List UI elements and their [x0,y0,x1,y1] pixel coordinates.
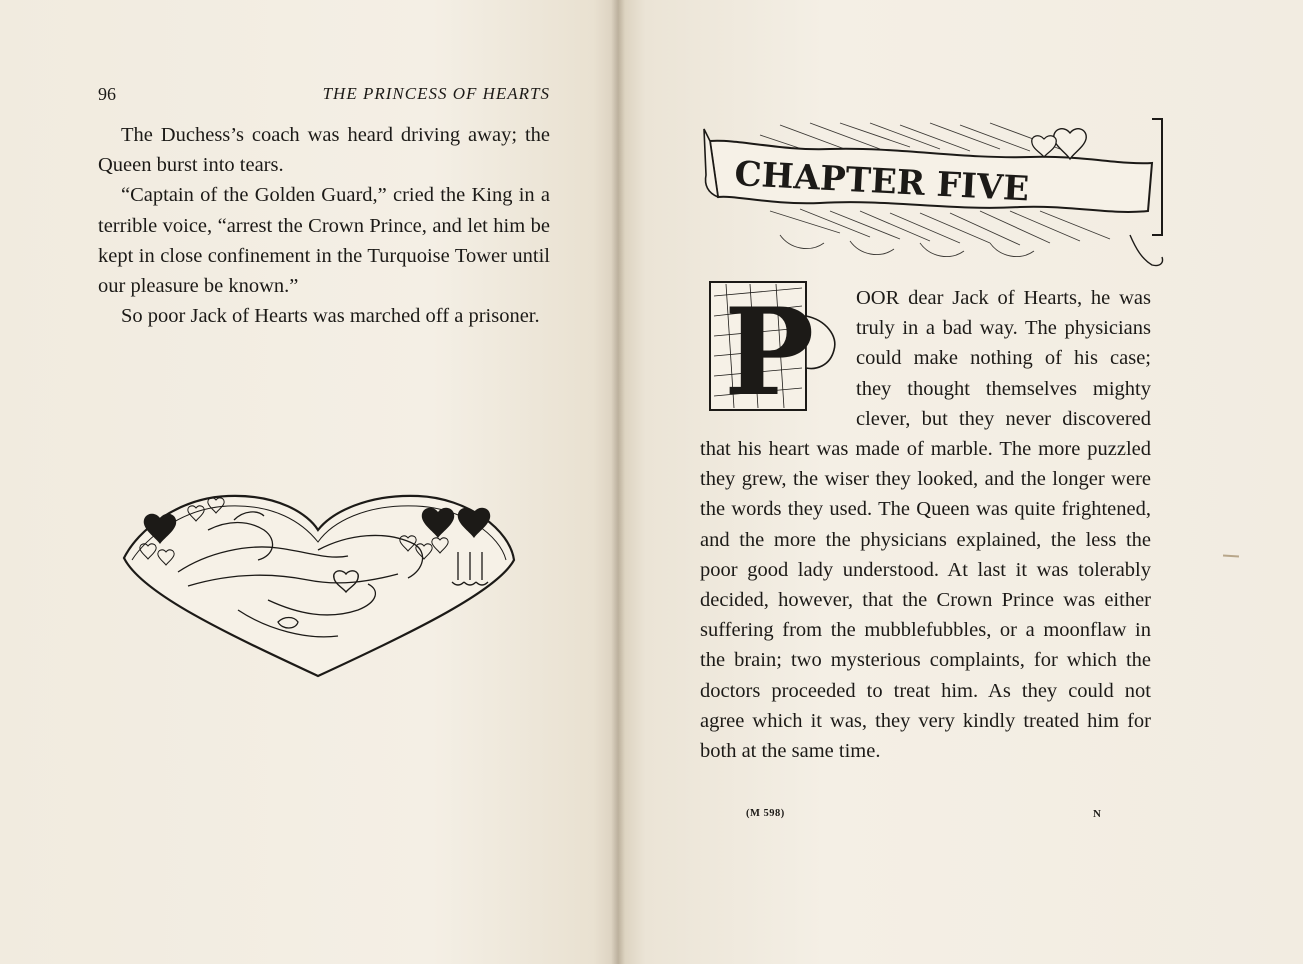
paragraph: The Duchess’s coach was heard driving away; the Queen burst into tears. [98,124,550,177]
signature-letter: N [1093,808,1101,820]
running-head [98,84,550,108]
signature-mark: (M 598) [746,808,785,819]
paragraph: “Captain of the Golden Guard,” cried the King in a terrible voice, “arrest the Crown Prince, and let him be kept in close confinement in the Turquoise Tower until our pleasure be known.” [98,184,550,298]
page-number: 96 [98,84,116,104]
drop-cap-letter: P [724,282,815,418]
right-page-text [700,283,1151,766]
running-title: THE PRINCESS OF HEARTS [322,84,550,103]
paragraph: So poor Jack of Hearts was marched off a prisoner. [121,305,540,328]
chapter-first-paragraph: OOR dear Jack of Hearts, he was truly in a bad way. The physicians could make nothing of his case; they thought themselves mighty clever, but they never discovered that his heart was made of marble. The more puzzled they grew, the wiser they looked, and the longer were the words they used. The Queen was quite frightened, and the more the physicians explained, the less the poor good lady understood. At last it was tolerably decided, however, that the Crown Prince was either suffering from the mubblefubbles, or a moonflaw in the brain; two mysterious complaints, for which the doctors proceeded to treat him. As they could not agree which it was, they very kindly treated him for both at the same time. [700,287,1151,763]
chapter-headpiece-illustration [700,115,1166,275]
book-gutter [611,0,625,964]
drop-cap-space [700,283,850,419]
sleeping-jack-vignette-illustration [118,490,518,680]
left-page-text [98,120,550,331]
chapter-heading: CHAPTER FIVE [733,154,1030,210]
